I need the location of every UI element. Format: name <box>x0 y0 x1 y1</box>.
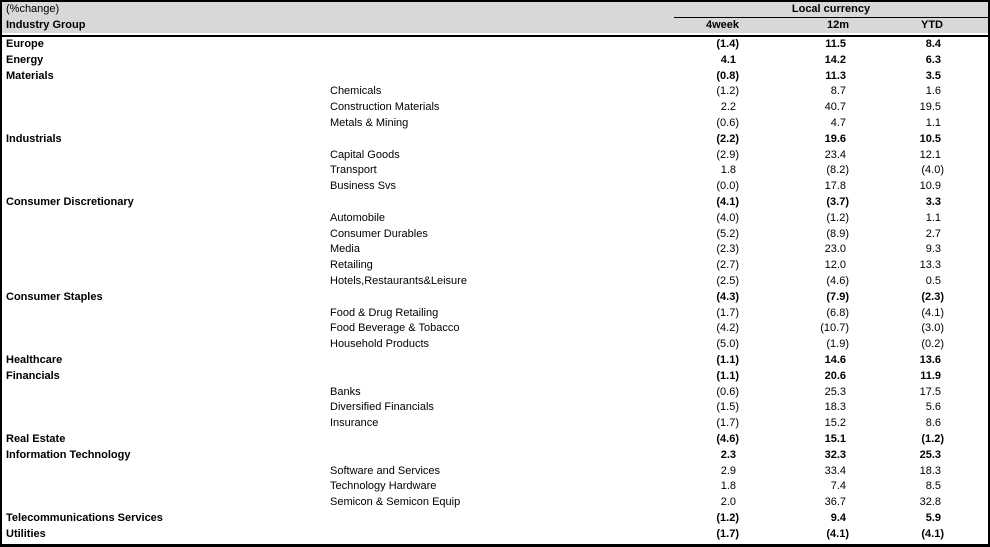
value-4week: (0.6) <box>716 116 739 129</box>
row-spacer <box>950 258 988 274</box>
value-12m: 36.7 <box>824 496 846 509</box>
value-4week: (0.6) <box>716 385 739 398</box>
value-ytd: 0.5 <box>925 274 941 287</box>
value-ytd: 3.5 <box>925 69 941 82</box>
value-ytd: (4.1) <box>921 527 944 540</box>
industry-group-label: Europe <box>6 38 44 50</box>
value-12m: 40.7 <box>824 101 846 114</box>
sub-industry-label: Chemicals <box>330 85 382 98</box>
table-row <box>2 163 988 179</box>
value-12m: (4.1) <box>826 527 849 540</box>
value-12m: 25.3 <box>824 385 846 398</box>
row-spacer <box>950 37 988 53</box>
row-spacer <box>950 511 988 527</box>
value-4week: (1.5) <box>716 401 739 414</box>
sub-industry-label: Software and Services <box>330 464 441 477</box>
value-12m: (4.6) <box>826 274 849 287</box>
table-row <box>2 369 988 385</box>
sub-industry-label: Technology Hardware <box>330 480 437 493</box>
value-4week: (1.7) <box>716 417 739 430</box>
value-ytd: (3.0) <box>921 322 944 335</box>
value-ytd: 9.3 <box>925 243 941 256</box>
value-4week: (0.0) <box>716 180 739 193</box>
value-4week: (1.7) <box>716 527 739 540</box>
table-body <box>2 37 988 543</box>
table-row <box>2 416 988 432</box>
value-12m: (8.2) <box>826 164 849 177</box>
column-header-ytd: YTD <box>855 18 950 34</box>
sub-industry-label: Construction Materials <box>330 101 440 114</box>
value-12m: 32.3 <box>824 448 846 461</box>
industry-group-label: Materials <box>6 69 54 82</box>
value-12m: (10.7) <box>820 322 849 335</box>
table-row <box>2 400 988 416</box>
row-spacer <box>950 432 988 448</box>
sub-industry-label: Media <box>330 243 360 256</box>
value-ytd: 25.3 <box>919 448 941 461</box>
local-currency-header: Local currency <box>674 2 988 18</box>
table-body-table <box>2 37 988 543</box>
industry-group-label: Healthcare <box>6 353 63 366</box>
value-4week: 4.1 <box>720 53 736 66</box>
value-4week: (1.7) <box>716 306 739 319</box>
value-ytd: 18.3 <box>919 464 941 477</box>
table-row <box>2 242 988 258</box>
table-row <box>2 495 988 511</box>
row-spacer <box>950 84 988 100</box>
value-4week: (5.2) <box>716 227 739 240</box>
value-ytd: 8.4 <box>925 38 941 50</box>
value-ytd: 1.1 <box>925 211 941 224</box>
table-row <box>2 211 988 227</box>
value-12m: 18.3 <box>824 401 846 414</box>
header-row-top <box>2 2 988 18</box>
value-12m: (8.9) <box>826 227 849 240</box>
value-4week: (2.7) <box>716 259 739 272</box>
header-spacer <box>950 18 988 34</box>
value-12m: 4.7 <box>830 116 846 129</box>
value-12m: 11.3 <box>825 69 846 82</box>
table-row <box>2 132 988 148</box>
industry-group-label: Energy <box>6 53 44 66</box>
value-ytd: 5.9 <box>925 511 941 524</box>
value-4week: (2.9) <box>716 148 739 161</box>
row-spacer <box>950 148 988 164</box>
sub-industry-label: Capital Goods <box>330 148 400 161</box>
row-spacer <box>950 337 988 353</box>
row-spacer <box>950 179 988 195</box>
row-spacer <box>950 242 988 258</box>
row-spacer <box>950 369 988 385</box>
row-spacer <box>950 448 988 464</box>
row-spacer <box>950 69 988 85</box>
value-12m: 14.6 <box>824 353 846 366</box>
sub-industry-label: Retailing <box>330 259 373 272</box>
table-row <box>2 100 988 116</box>
column-header-12m: 12m <box>747 18 855 34</box>
table-row <box>2 37 988 53</box>
sub-industry-label: Consumer Durables <box>330 227 428 240</box>
value-12m: 20.6 <box>824 369 846 382</box>
value-ytd: 11.9 <box>920 369 941 382</box>
value-ytd: 19.5 <box>919 101 941 114</box>
table-row <box>2 511 988 527</box>
table-row <box>2 274 988 290</box>
row-spacer <box>950 211 988 227</box>
sub-industry-label: Semicon & Semicon Equip <box>330 496 461 509</box>
pct-change-label: (%change) <box>2 2 674 18</box>
value-4week: 1.8 <box>720 480 736 493</box>
value-12m: 9.4 <box>830 511 846 524</box>
value-ytd: 13.6 <box>919 353 941 366</box>
table-row <box>2 337 988 353</box>
value-ytd: 2.7 <box>925 227 941 240</box>
value-ytd: 10.5 <box>919 132 941 145</box>
value-ytd: 13.3 <box>919 259 941 272</box>
value-ytd: (2.3) <box>921 290 944 303</box>
row-spacer <box>950 163 988 179</box>
sub-industry-label: Metals & Mining <box>330 116 409 129</box>
value-12m: 15.1 <box>824 432 846 445</box>
row-spacer <box>950 100 988 116</box>
value-4week: (2.3) <box>716 243 739 256</box>
value-12m: (7.9) <box>826 290 849 303</box>
row-spacer <box>950 385 988 401</box>
value-ytd: 1.6 <box>925 85 941 98</box>
value-ytd: 17.5 <box>919 385 941 398</box>
column-header-4week: 4week <box>674 18 747 34</box>
row-spacer <box>950 116 988 132</box>
value-ytd: 8.5 <box>925 480 941 493</box>
value-4week: (5.0) <box>716 338 739 351</box>
value-12m: 14.2 <box>824 53 846 66</box>
table-row <box>2 464 988 480</box>
industry-group-label: Financials <box>6 369 60 382</box>
value-ytd: (1.2) <box>921 432 944 445</box>
table-row <box>2 195 988 211</box>
table-row <box>2 148 988 164</box>
value-12m: (3.7) <box>826 195 849 208</box>
row-spacer <box>950 495 988 511</box>
industry-group-label: Consumer Staples <box>6 290 103 303</box>
row-spacer <box>950 321 988 337</box>
value-12m: (1.2) <box>826 211 849 224</box>
table-row <box>2 321 988 337</box>
table-row <box>2 527 988 543</box>
sub-industry-label: Household Products <box>330 338 430 351</box>
industry-group-label: Industrials <box>6 132 62 145</box>
sub-industry-label: Transport <box>330 164 377 177</box>
row-spacer <box>950 400 988 416</box>
row-spacer <box>950 353 988 369</box>
value-ytd: 5.6 <box>925 401 941 414</box>
value-12m: 17.8 <box>824 180 846 193</box>
value-4week: 2.2 <box>720 101 736 114</box>
value-ytd: 3.3 <box>925 195 941 208</box>
value-4week: (1.2) <box>716 511 739 524</box>
table-header <box>2 2 988 33</box>
row-spacer <box>950 527 988 543</box>
table-row <box>2 53 988 69</box>
industry-group-label: Information Technology <box>6 448 131 461</box>
value-4week: (4.3) <box>716 290 739 303</box>
table-row <box>2 227 988 243</box>
table-row <box>2 179 988 195</box>
row-spacer <box>950 132 988 148</box>
industry-group-label: Telecommunications Services <box>6 511 163 524</box>
value-4week: (1.2) <box>716 85 739 98</box>
industry-group-header: Industry Group <box>2 18 674 34</box>
sub-industry-label: Insurance <box>330 417 379 430</box>
sub-industry-label: Banks <box>330 385 361 398</box>
value-4week: (4.1) <box>716 195 739 208</box>
value-4week: (1.1) <box>716 353 739 366</box>
value-4week: (4.6) <box>716 432 739 445</box>
row-spacer <box>950 290 988 306</box>
value-12m: 33.4 <box>824 464 846 477</box>
sub-industry-label: Business Svs <box>330 180 397 193</box>
value-4week: (0.8) <box>716 69 739 82</box>
row-spacer <box>950 416 988 432</box>
header-row-columns <box>2 18 988 34</box>
sub-industry-label: Automobile <box>330 211 386 224</box>
table-row <box>2 432 988 448</box>
row-spacer <box>950 195 988 211</box>
value-4week: 1.8 <box>720 164 736 177</box>
row-spacer <box>950 53 988 69</box>
value-ytd: (4.0) <box>921 164 944 177</box>
sub-industry-label: Diversified Financials <box>330 401 434 414</box>
sub-industry-label: Food & Drug Retailing <box>330 306 439 319</box>
sub-industry-label: Hotels,Restaurants&Leisure <box>330 274 467 287</box>
value-4week: (4.2) <box>716 322 739 335</box>
table-row <box>2 448 988 464</box>
value-4week: (1.4) <box>716 38 739 50</box>
row-spacer <box>950 227 988 243</box>
value-4week: (1.1) <box>716 369 739 382</box>
value-12m: 15.2 <box>824 417 846 430</box>
value-4week: (2.2) <box>716 132 739 145</box>
value-4week: (4.0) <box>716 211 739 224</box>
value-ytd: 10.9 <box>919 180 941 193</box>
value-12m: 19.6 <box>824 132 846 145</box>
value-4week: 2.3 <box>720 448 736 461</box>
value-ytd: 6.3 <box>925 53 941 66</box>
value-12m: 23.0 <box>824 243 846 256</box>
value-4week: 2.9 <box>720 464 736 477</box>
table-row <box>2 306 988 322</box>
table-row <box>2 290 988 306</box>
table-row <box>2 385 988 401</box>
industry-group-label: Consumer Discretionary <box>6 195 134 208</box>
value-ytd: 8.6 <box>925 417 941 430</box>
value-12m: 8.7 <box>830 85 846 98</box>
table-row <box>2 258 988 274</box>
table-row <box>2 353 988 369</box>
value-12m: (6.8) <box>826 306 849 319</box>
value-ytd: (4.1) <box>921 306 944 319</box>
table-row <box>2 479 988 495</box>
value-ytd: 32.8 <box>919 496 941 509</box>
value-4week: 2.0 <box>720 496 736 509</box>
value-12m: 7.4 <box>830 480 846 493</box>
table-row <box>2 69 988 85</box>
value-ytd: 1.1 <box>925 116 941 129</box>
table-row <box>2 116 988 132</box>
value-12m: 11.5 <box>825 38 846 50</box>
industry-group-label: Utilities <box>6 527 46 540</box>
table-row <box>2 84 988 100</box>
value-4week: (2.5) <box>716 274 739 287</box>
value-12m: (1.9) <box>826 338 849 351</box>
value-12m: 12.0 <box>824 259 846 272</box>
value-12m: 23.4 <box>824 148 846 161</box>
value-ytd: 12.1 <box>919 148 941 161</box>
sub-industry-label: Food Beverage & Tobacco <box>330 322 460 335</box>
industry-group-label: Real Estate <box>6 432 66 445</box>
row-spacer <box>950 306 988 322</box>
row-spacer <box>950 274 988 290</box>
row-spacer <box>950 479 988 495</box>
row-spacer <box>950 464 988 480</box>
value-ytd: (0.2) <box>921 338 944 351</box>
